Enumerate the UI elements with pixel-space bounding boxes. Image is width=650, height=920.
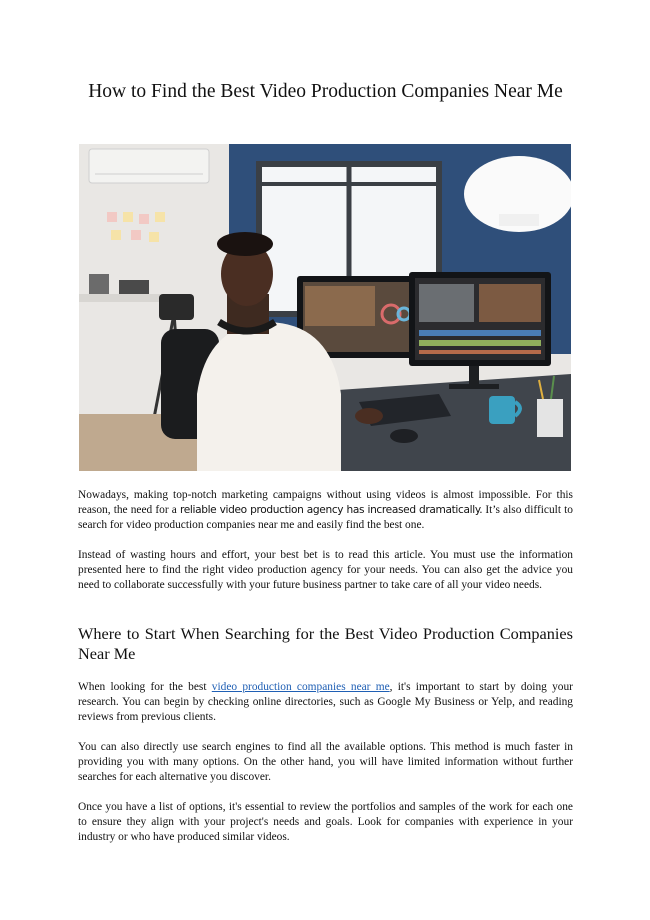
paragraph-3-after: , it's important to start by doing your research. You can begin by checking online directories, such as Google My Business or Yelp, and reading reviews from previous clients.	[78, 681, 573, 723]
paragraph-4: You can also directly use search engines to find all the available options. This method is much faster in providing you with many options. On the other hand, you will have limited information without further searches for each alternative you discover.	[78, 741, 573, 783]
intro-text-b: It’s also difficult to search for video production companies near me and easily find the best one.	[78, 504, 573, 531]
video-production-link[interactable]: video production companies near me	[211, 681, 390, 693]
paragraph-3	[78, 680, 573, 725]
hero-photo	[79, 144, 571, 471]
paragraph-5: Once you have a list of options, it's essential to review the portfolios and samples of the work for each one to ensure they align with your project's needs and goals. Look for companies with experience in your industry or who have produced similar videos.	[78, 801, 573, 843]
section-heading: Where to Start When Searching for the Best Video Production Companies Near Me	[78, 624, 573, 663]
paragraph-3-before: When looking for the best	[78, 681, 207, 693]
office-editing-scene-image	[79, 144, 571, 471]
paragraph-2: Instead of wasting hours and effort, your best bet is to read this article. You must use the information presented here to find the right video production agency for your needs. You can also get the advice you need to collaborate successfully with your future business partner to take care of all your video needs.	[78, 549, 573, 591]
intro-paragraph	[78, 488, 573, 533]
intro-text-a: Nowadays, making top-notch marketing campaigns without using videos is almost impossible. For this reason, the need for a	[78, 489, 573, 516]
article-title: How to Find the Best Video Production Companies Near Me	[88, 81, 563, 102]
intro-highlight: reliable video production agency has increased dramatically.	[179, 504, 483, 516]
